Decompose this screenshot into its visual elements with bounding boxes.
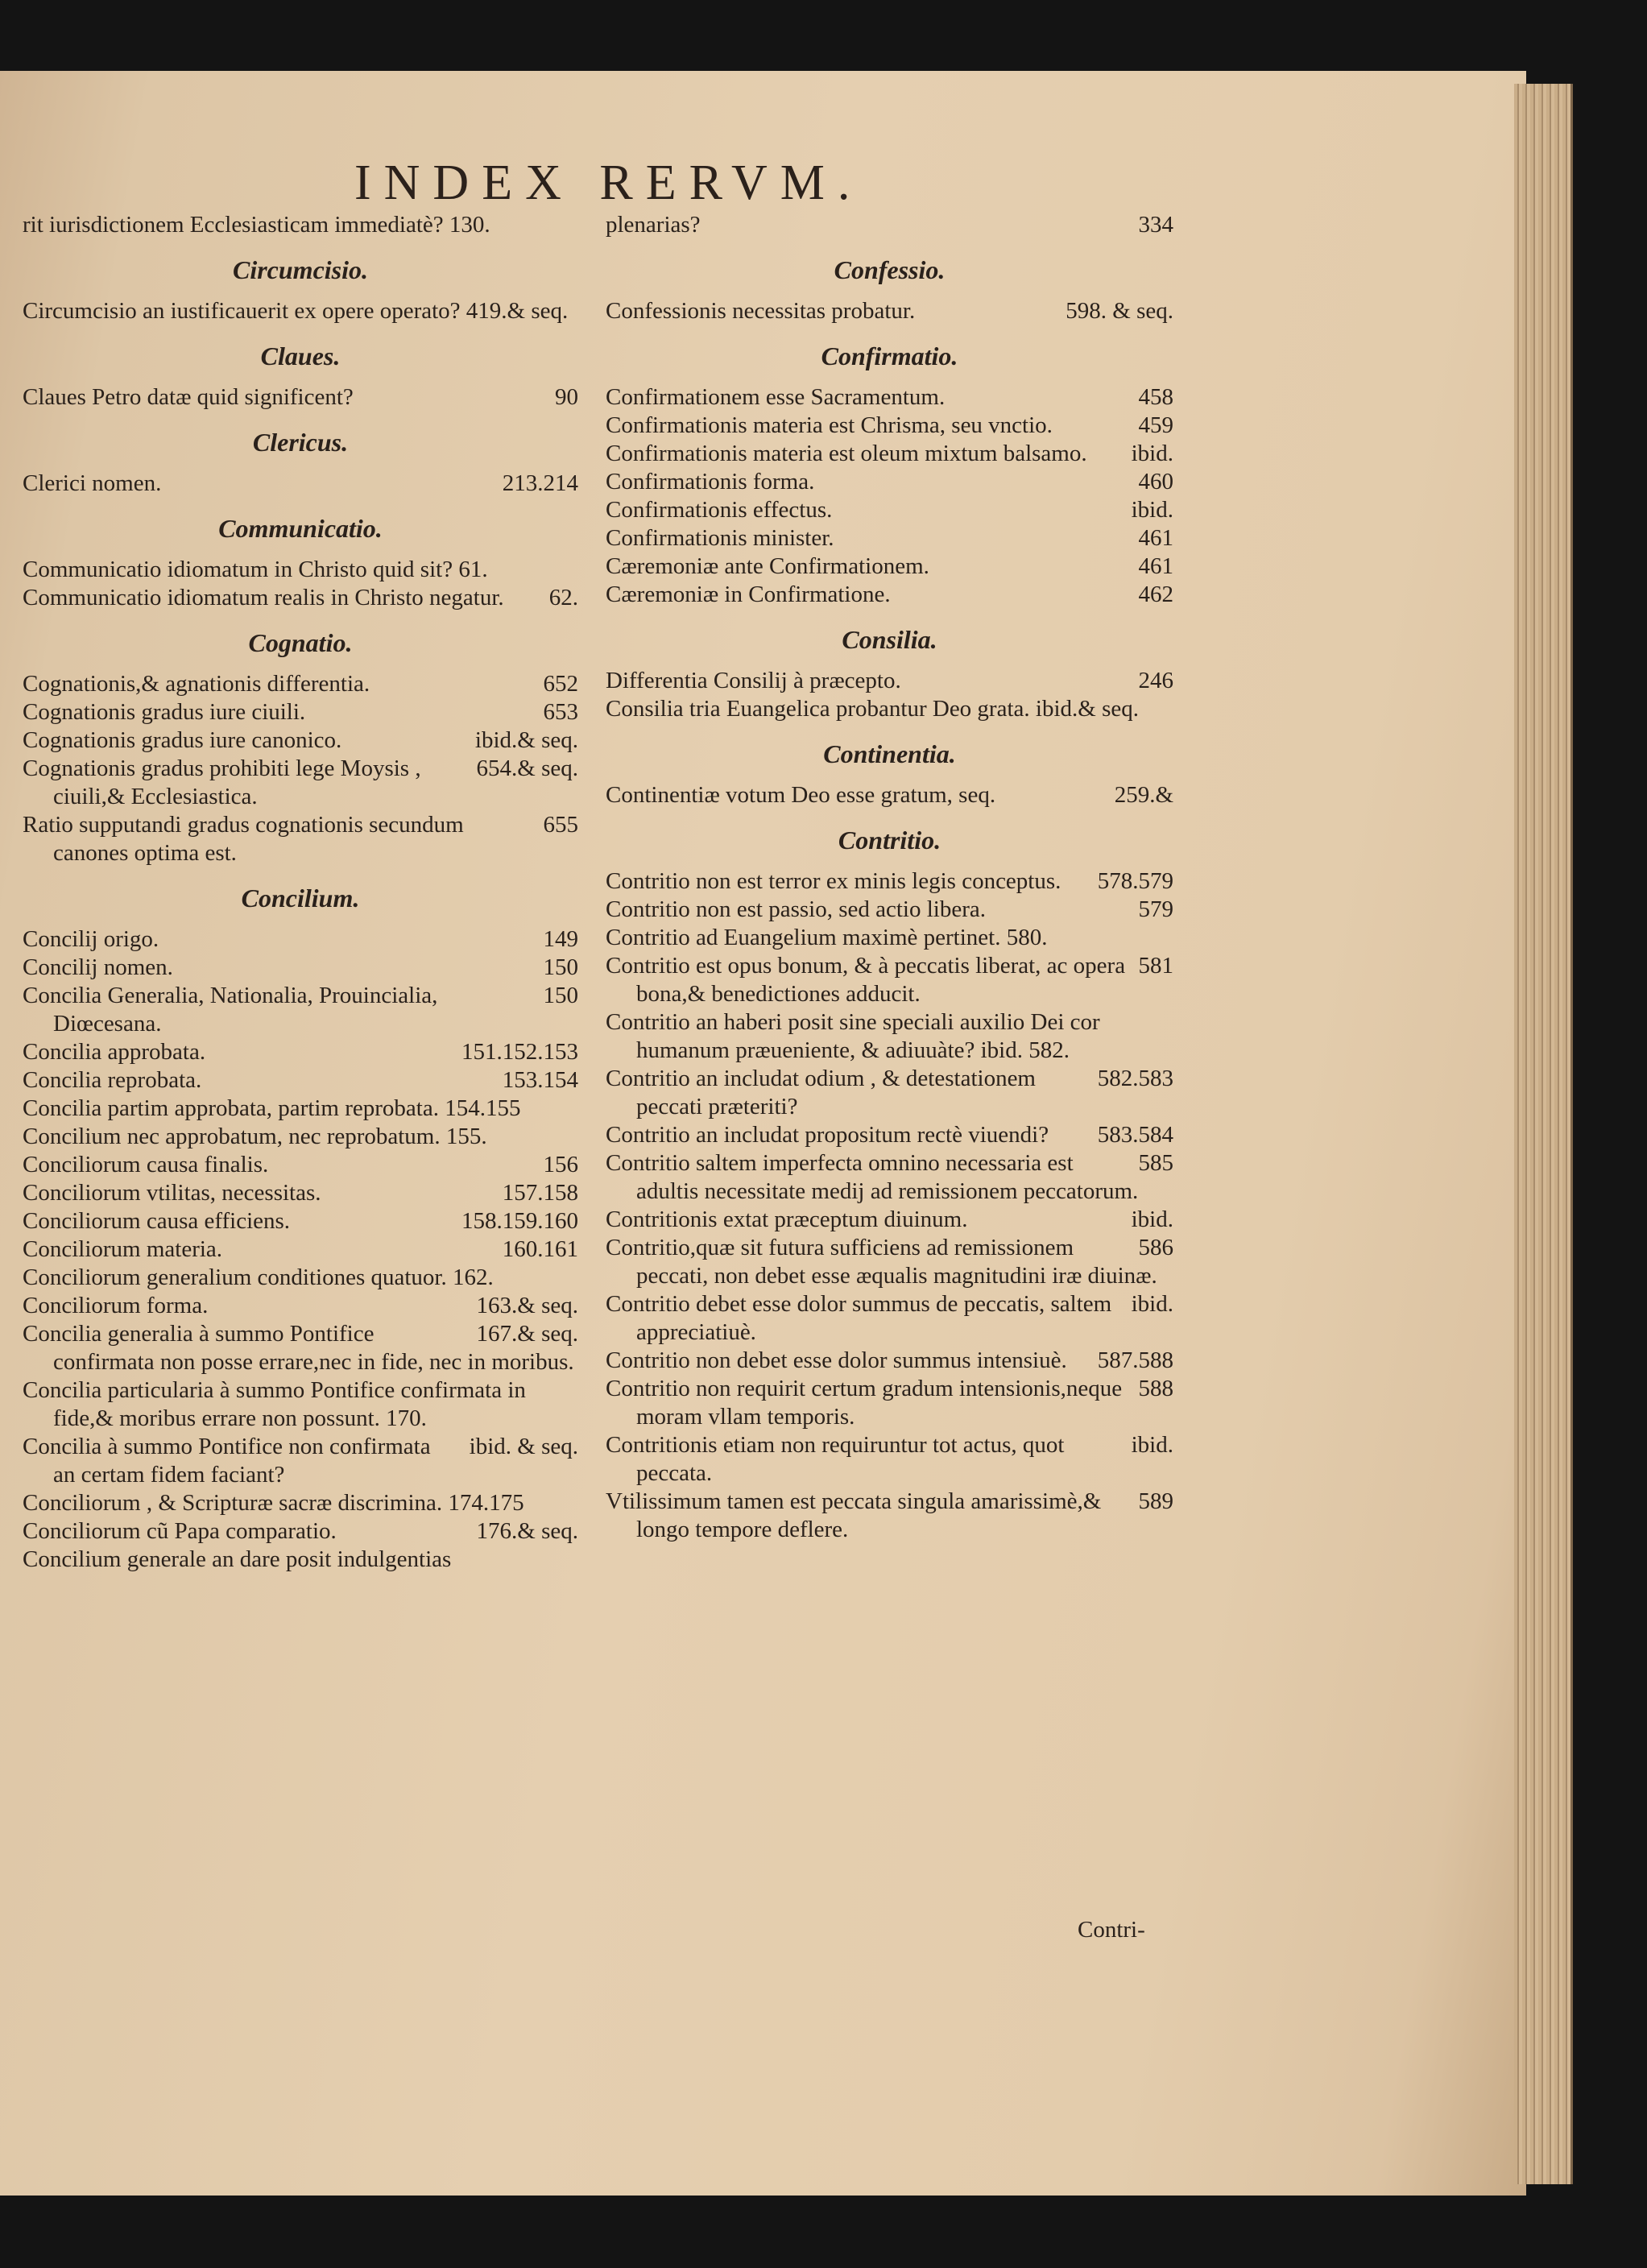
entry-text: Conciliorum materia. [23,1236,223,1262]
index-entry [23,470,578,498]
page-reference: 586 [1138,1235,1173,1260]
entry-text: Contritionis etiam non requiruntur tot actus, quot peccata. [606,1432,1065,1486]
page-reference: 655 [543,812,578,838]
entry-text: Contritio ad Euangelium maximè pertinet. 580. [606,925,1048,950]
index-entry [23,1207,578,1235]
page-reference: ibid. & seq. [469,1434,578,1459]
entry-text: Cognationis gradus prohibiti lege Moysis , ciuili,& Ecclesiastica. [23,755,421,809]
page-reference: 158.159.160 [461,1208,578,1234]
index-entry [23,383,578,412]
index-entry [23,1038,578,1066]
entry-text: Conciliorum cũ Papa comparatio. [23,1518,337,1544]
index-entry [23,1320,578,1376]
index-entry [606,695,1173,723]
section-heading: Clericus. [252,428,349,457]
page-reference: 151.152.153 [461,1039,578,1065]
entry-text: Confirmationis materia est oleum mixtum balsamo. [606,441,1087,466]
page-reference: 582.583 [1097,1066,1173,1091]
index-entry [23,755,578,811]
entry-text: Confessionis necessitas probatur. [606,298,916,324]
page-reference: 160.161 [502,1236,578,1262]
index-entry [23,1151,578,1179]
index-entry [23,1095,578,1123]
index-entry [606,924,1173,952]
index-entry [606,468,1173,496]
index-entry [23,954,578,982]
page-reference: ibid. [1131,1432,1173,1458]
page-reference: 62. [548,585,578,610]
entry-text: Concilia à summo Pontifice non confirmata an certam fidem faciant? [23,1434,431,1488]
entry-text: Consilia tria Euangelica probantur Deo grata. ibid.& seq. [606,696,1139,722]
entry-text: Contritio debet esse dolor summus de peccatis, saltem appreciatiuè. [606,1291,1112,1345]
entry-text: Contritio non est passio, sed actio libera. [606,896,986,922]
index-entry [606,1347,1173,1375]
entry-text: Contritio non est terror ex minis legis conceptus. [606,868,1061,894]
entry-text: Contritio saltem imperfecta omnino necessaria est adultis necessitate medij ad remissionem peccatorum. [606,1150,1139,1204]
page-reference: 458 [1138,384,1173,410]
page-reference: 213.214 [502,470,578,496]
page-edges [1514,84,1573,2184]
page-reference: 167.& seq. [476,1321,578,1347]
section-heading: Confirmatio. [821,341,958,370]
index-entry [606,1121,1173,1149]
entry-text: Conciliorum generalium conditiones quatuor. 162. [23,1264,494,1290]
entry-text: Cæremoniæ in Confirmatione. [606,581,891,607]
index-entry [23,698,578,726]
page-reference: 150 [543,983,578,1008]
index-entry [606,1206,1173,1234]
entry-text: Confirmationis forma. [606,469,815,495]
page-reference: 653 [543,699,578,725]
page-reference: 149 [543,926,578,952]
entry-text: Cognationis gradus iure ciuili. [23,699,306,725]
page-reference: ibid. [1131,497,1173,523]
entry-text: Clerici nomen. [23,470,162,496]
entry-text: Concilia generalia à summo Pontifice confirmata non posse errare,nec in fide, nec in moribus. [23,1321,574,1375]
entry-text: Confirmationis effectus. [606,497,833,523]
entry-text: Continentiæ votum Deo esse gratum, seq. [606,782,996,808]
entry-text: Concilij nomen. [23,954,173,980]
page-reference: 156 [543,1152,578,1177]
index-entry [606,896,1173,924]
entry-text: Communicatio idiomatum in Christo quid sit? 61. [23,557,488,582]
section-heading: Circumcisio. [232,255,368,284]
page-reference: 581 [1138,953,1173,979]
entry-text: Concilia partim approbata, partim reprobata. 154.155 [23,1095,521,1121]
page-reference: 459 [1138,412,1173,438]
entry-text: Contritio an includat odium , & detestationem peccati præteriti? [606,1066,1036,1120]
entry-text: Confirmationem esse Sacramentum. [606,384,946,410]
page-reference: 334 [1138,212,1173,238]
page-reference: 462 [1138,581,1173,607]
index-entry [23,1264,578,1292]
page-reference: 150 [543,954,578,980]
section-heading: Consilia. [842,625,937,654]
entry-text: Concilium generale an dare posit indulgentias [23,1546,452,1572]
entry-text: Differentia Consilij à præcepto. [606,668,901,693]
section-heading: Claues. [260,341,341,370]
section-heading: Contritio. [838,826,941,855]
page-reference: 246 [1138,668,1173,693]
entry-text: Confirmationis materia est Chrisma, seu vnctio. [606,412,1053,438]
page-reference: 589 [1138,1488,1173,1514]
section-heading: Cognatio. [248,628,353,657]
index-entry [23,1066,578,1095]
index-entry [606,867,1173,896]
entry-text: Contritio,quæ sit futura sufficiens ad remissionem peccati, non debet esse æqualis magnitudini iræ diuinæ. [606,1235,1157,1289]
entry-text: Circumcisio an iustificauerit ex opere operato? 419.& seq. [23,298,569,324]
entry-text: Confirmationis minister. [606,525,834,551]
index-entry [606,1008,1173,1065]
index-entry [23,1489,578,1517]
page-reference: 461 [1138,553,1173,579]
page-reference: ibid. [1131,1291,1173,1317]
index-entry [23,1433,578,1489]
page-reference: 259.& [1114,782,1173,808]
index-entry [606,211,1173,239]
index-entry [606,1290,1173,1347]
entry-text: Concilia particularia à summo Pontifice confirmata in fide,& moribus errare non possunt. 170. [23,1377,526,1431]
entry-text: Ratio supputandi gradus cognationis secundum canones optima est. [23,812,464,866]
entry-text: Communicatio idiomatum realis in Christo negatur. [23,585,504,610]
entry-text: Conciliorum causa finalis. [23,1152,269,1177]
page-reference: 587.588 [1097,1347,1173,1373]
index-entry [606,1149,1173,1206]
index-entry [606,383,1173,412]
entry-text: Cæremoniæ ante Confirmationem. [606,553,929,579]
index-entry [23,1235,578,1264]
page-reference: 461 [1138,525,1173,551]
page-reference: 579 [1138,896,1173,922]
index-entry [23,584,578,612]
section-heading: Continentia. [823,739,956,768]
index-entry [606,1488,1173,1544]
entry-text: Concilij origo. [23,926,159,952]
left-column [23,211,578,1574]
entry-text: Vtilissimum tamen est peccata singula amarissimè,& longo tempore deflere. [606,1488,1102,1542]
index-entry [606,581,1173,609]
entry-text: Cognationis,& agnationis differentia. [23,671,370,697]
page-reference: ibid.& seq. [474,727,578,753]
index-entry [606,781,1173,809]
entry-text: rit iurisdictionem Ecclesiasticam immediatè? 130. [23,212,490,238]
index-entry [23,811,578,867]
index-entry [606,667,1173,695]
index-entry [606,440,1173,468]
entry-text: Contritio non requirit certum gradum intensionis,neque moram vllam temporis. [606,1376,1123,1430]
index-entry [606,1065,1173,1121]
entry-text: Contritio an haberi posit sine speciali auxilio Dei cor humanum præueniente, & adiuuàte? ibid. 582. [606,1009,1100,1063]
page-reference: 163.& seq. [476,1293,578,1318]
entry-text: Contritio an includat propositum rectè viuendi? [606,1122,1049,1148]
entry-text: Contritio non debet esse dolor summus intensiuè. [606,1347,1067,1373]
page-reference: 578.579 [1097,868,1173,894]
page-reference: 598. & seq. [1066,298,1173,324]
entry-text: Concilia approbata. [23,1039,206,1065]
index-entry [606,524,1173,553]
index-entry [23,1292,578,1320]
entry-text: Conciliorum , & Scripturæ sacræ discrimina. 174.175 [23,1490,524,1516]
section-heading: Communicatio. [218,514,383,543]
index-entry [606,496,1173,524]
page-reference: 654.& seq. [476,755,578,781]
page-reference: 652 [543,671,578,697]
entry-text: Concilia Generalia, Nationalia, Prouincialia, Diœcesana. [23,983,438,1037]
index-entry [23,1179,578,1207]
index-entry [23,982,578,1038]
page-reference: ibid. [1131,1206,1173,1232]
page-reference: 460 [1138,469,1173,495]
entry-text: Concilium nec approbatum, nec reprobatum. 155. [23,1124,487,1149]
entry-text: Contritio est opus bonum, & à peccatis liberat, ac opera bona,& benedictiones adducit. [606,953,1126,1007]
index-entry [23,1517,578,1546]
index-entry [23,670,578,698]
running-head: INDEX RERVM. [354,155,863,210]
index-entry [606,412,1173,440]
index-entry [606,1234,1173,1290]
entry-text: Conciliorum causa efficiens. [23,1208,291,1234]
index-entry [606,952,1173,1008]
index-entry [23,297,578,325]
index-entry [606,553,1173,581]
index-entry [606,1375,1173,1431]
entry-text: Concilia reprobata. [23,1067,202,1093]
section-heading: Confessio. [834,255,946,284]
index-entry [23,1546,578,1574]
page-reference: 583.584 [1097,1122,1173,1148]
right-column [606,211,1173,1544]
page-reference: 153.154 [502,1067,578,1093]
page-reference: ibid. [1131,441,1173,466]
index-entry [23,211,578,239]
index-entry [23,1123,578,1151]
catchword: Contri- [1078,1917,1145,1943]
section-heading: Concilium. [241,884,360,913]
entry-text: plenarias? [606,212,701,238]
page-reference: 588 [1138,1376,1173,1401]
entry-text: Claues Petro datæ quid significent? [23,384,354,410]
page-reference: 176.& seq. [476,1518,578,1544]
index-entry [23,925,578,954]
page-reference: 90 [555,384,578,410]
entry-text: Contritionis extat præceptum diuinum. [606,1206,968,1232]
index-entry [606,297,1173,325]
index-entry [606,1431,1173,1488]
page-reference: 157.158 [502,1180,578,1206]
entry-text: Conciliorum vtilitas, necessitas. [23,1180,321,1206]
entry-text: Cognationis gradus iure canonico. [23,727,342,753]
index-entry [23,726,578,755]
entry-text: Conciliorum forma. [23,1293,209,1318]
index-entry [23,1376,578,1433]
index-entry [23,556,578,584]
page-reference: 585 [1138,1150,1173,1176]
